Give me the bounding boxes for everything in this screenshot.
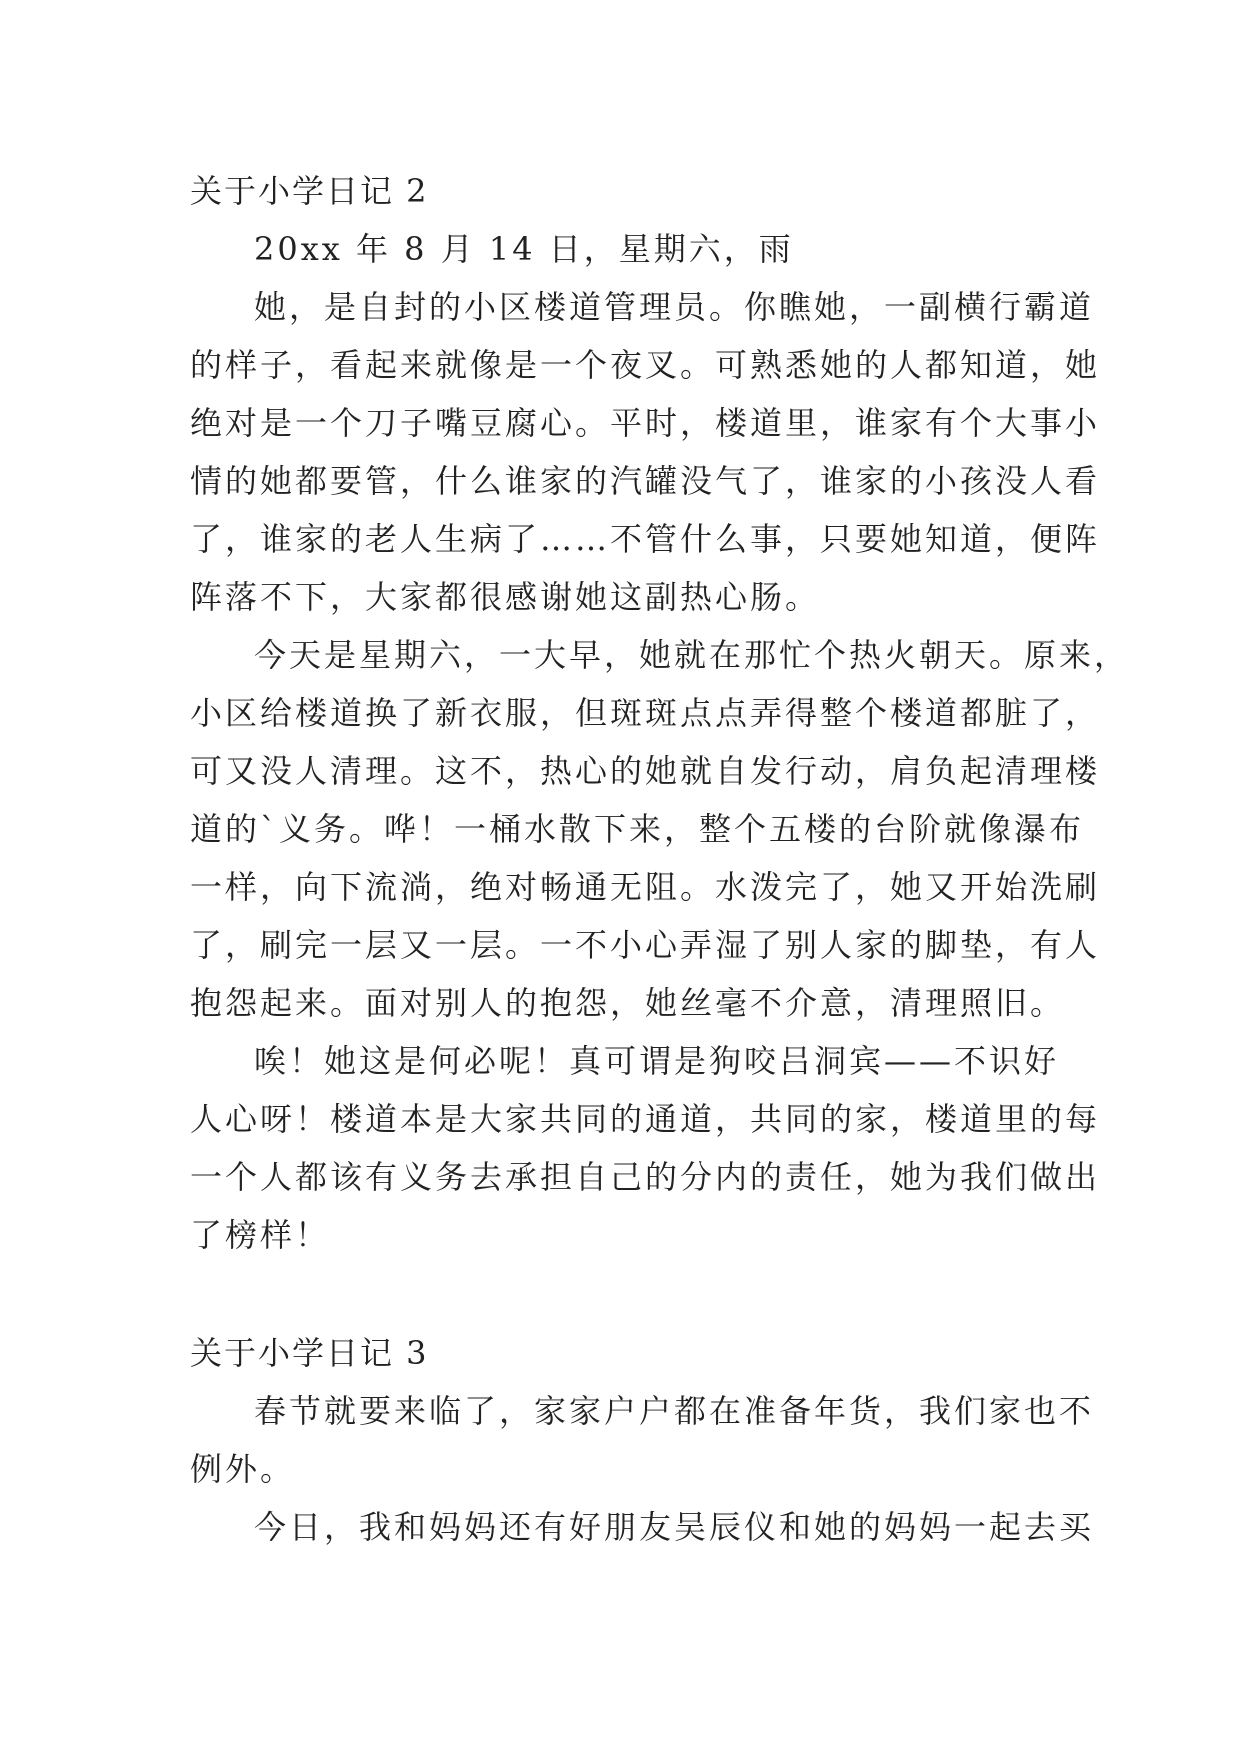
text-line: 的样子，看起来就像是一个夜叉。可熟悉她的人都知道，她 — [190, 346, 1101, 384]
entry-title: 关于小学日记 3 — [190, 1334, 429, 1372]
text-line: 一个人都该有义务去承担自己的分内的责任，她为我们做出 — [190, 1158, 1101, 1196]
paragraph — [190, 1382, 1095, 1498]
text-line: 一样，向下流淌，绝对畅通无阻。水泼完了，她又开始洗刷 — [190, 868, 1101, 906]
text-line: 人心呀！楼道本是大家共同的通道，共同的家，楼道里的每 — [190, 1100, 1101, 1138]
text-line: 了，谁家的老人生病了……不管什么事，只要她知道，便阵 — [190, 520, 1101, 558]
text-line: 道的`义务。哗！一桶水散下来，整个五楼的台阶就像瀑布 — [190, 810, 1085, 848]
paragraph — [190, 1498, 1095, 1556]
text-line: 可又没人清理。这不，热心的她就自发行动，肩负起清理楼 — [190, 752, 1101, 790]
diary-entry — [190, 162, 1130, 1264]
text-line: 绝对是一个刀子嘴豆腐心。平时，楼道里，谁家有个大事小 — [190, 404, 1101, 442]
paragraph — [190, 626, 1130, 1032]
document-page — [190, 162, 1130, 1556]
text-line: 了榜样！ — [190, 1216, 331, 1254]
text-line: 抱怨起来。面对别人的抱怨，她丝毫不介意，清理照旧。 — [190, 984, 1066, 1022]
diary-entry — [190, 1324, 1095, 1556]
text-line: 今日，我和妈妈还有好朋友吴辰仪和她的妈妈一起去买 — [254, 1508, 1095, 1546]
text-line: 她，是自封的小区楼道管理员。你瞧她，一副横行霸道 — [254, 288, 1095, 326]
text-line: 今天是星期六，一大早，她就在那忙个热火朝天。原来， — [254, 636, 1130, 674]
text-line: 春节就要来临了，家家户户都在准备年货，我们家也不 — [254, 1392, 1095, 1430]
text-line: 了，刷完一层又一层。一不小心弄湿了别人家的脚垫，有人 — [190, 926, 1101, 964]
section-spacer — [190, 1264, 1060, 1324]
paragraph — [190, 1032, 1101, 1264]
text-line: 小区给楼道换了新衣服，但斑斑点点弄得整个楼道都脏了， — [190, 694, 1101, 732]
entry-date: 20xx 年 8 月 14 日，星期六，雨 — [254, 230, 794, 268]
text-line: 例外。 — [190, 1450, 296, 1488]
text-line: 阵落不下，大家都很感谢她这副热心肠。 — [190, 578, 821, 616]
text-line: 情的她都要管，什么谁家的汽罐没气了，谁家的小孩没人看 — [190, 462, 1101, 500]
entry-title: 关于小学日记 2 — [190, 172, 429, 210]
text-line: 唉！她这是何必呢！真可谓是狗咬吕洞宾——不识好 — [254, 1042, 1060, 1080]
paragraph — [190, 278, 1101, 626]
